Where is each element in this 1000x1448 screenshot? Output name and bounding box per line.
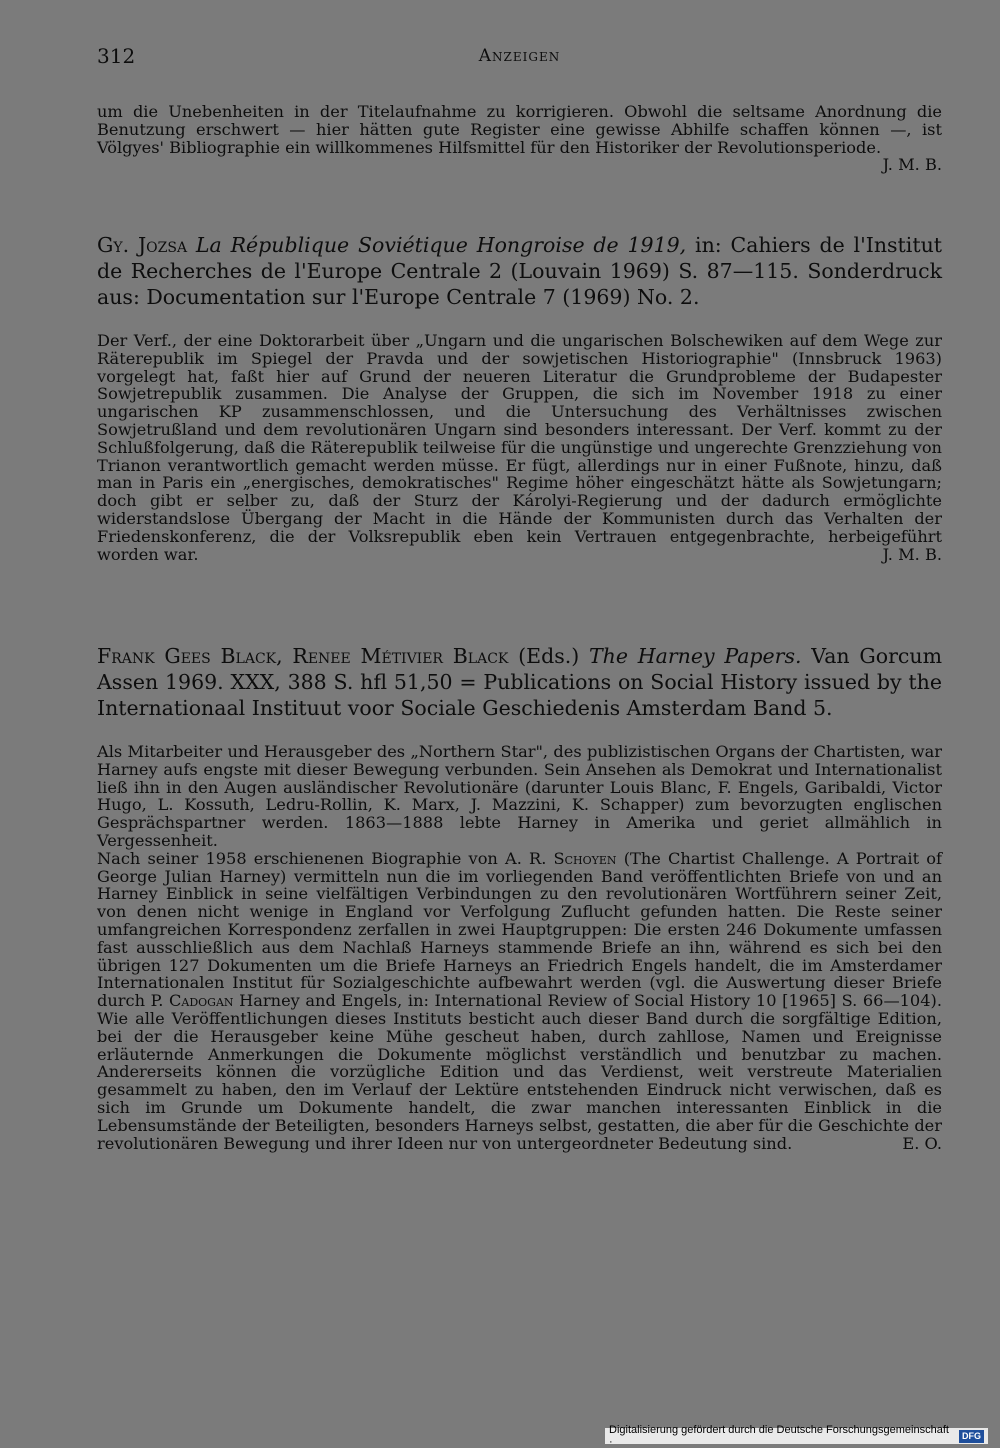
cited-author: A. R. Schoyen — [505, 848, 617, 868]
cited-author: P. Cadogan — [150, 991, 234, 1011]
review-continuation-text: um die Unebenheiten in der Titelaufnahme zu korrigieren. Obwohl die seltsame Anordnung die Benutzung erschwert — hier hätten gute Register eine gewisse Abhilfe schaffen können —, ist Völgyes' Bibliographie ein willkommenes Hilfsmittel für den Historiker der Revolutionsperiode. — [97, 102, 942, 157]
review-continuation — [97, 103, 942, 174]
reviewer-signature: J. M. B. — [882, 155, 942, 175]
review-text: Harney and Engels, in: International Review of Social History 10 [1965] S. 66—104). Wie alle Veröffentlichungen dieses Instituts besticht auch dieser Band durch die sorgfältige Edition, bei der die Herausgeber keine Mühe gescheut haben, durch zahllose, Namen und Ereignisse erläuternde Anmerkungen die Dokumente möglichst verständlich und benutzbar zu machen. Andererseits können die vorzügliche Edition und das Verdienst, weit verstreute Materialien gesammelt zu haben, den im Verlauf der Lektüre entstehenden Eindruck nicht verwischen, daß es sich im Grunde um Dokumente handelt, die zwar manchen interessanten Einblick in die Lebensumstände der Beteiligten, besonders Harneys selbst, gestatten, die aber für die Geschichte der revolutionären Bewegung und ihrer Ideen nur von untergeordneter Bedeutung sind. — [97, 991, 942, 1153]
entry-bibliographic-details: in: Cahiers de l'Institut de Recherches de l'Europe Centrale 2 (Louvain 1969) S. 87—115. Sonderdruck aus: Documentation sur l'Europe Centrale 7 (1969) No. 2. — [97, 233, 943, 309]
entry-title: The Harney Papers. — [589, 644, 802, 668]
dfg-logo-icon: DFG — [959, 1430, 984, 1443]
review-text: (The Chartist Challenge. A Portrait of George Julian Harney) vermitteln nun die im vorliegenden Band veröffentlichten Briefe von und an Harney Einblick in seine vielfältigen Verbindungen zu den revolutionären Wortführern seiner Zeit, von denen nicht wenige in England vor Verfolgung Zuflucht gefunden hatten. Die Reste seiner umfangreichen Korrespondenz zerfallen in zwei Hauptgruppen: Die ersten 246 Dokumente umfassen fast ausschließlich aus dem Nachlaß Harneys stammende Briefe an ihn, während es sich bei den übrigen 127 Dokumenten um die Briefe Harneys an Friedrich Engels handelt, die im Amsterdamer Internationalen Institut für Sozialgeschichte aufbewahrt werden (vgl. die Auswertung dieser Briefe durch — [97, 848, 942, 1011]
reviewer-signature: E. O. — [902, 1133, 942, 1153]
review-paragraph — [97, 850, 942, 1153]
entry-title: La République Soviétique Hongroise de 1919, — [195, 233, 687, 257]
footer-text: Digitalisierung gefördert durch die Deutsche Forschungsgemeinschaft · — [609, 1424, 949, 1448]
reviewer-signature: J. M. B. — [882, 544, 942, 564]
running-head: Anzeigen — [478, 46, 561, 66]
review-text: Nach seiner 1958 erschienenen Biographie von — [97, 848, 506, 868]
entry-heading — [97, 643, 942, 721]
entry-author: Gy. Jozsa — [97, 233, 188, 257]
review-body — [97, 332, 942, 563]
review-text: Der Verf., der eine Doktorarbeit über „Ungarn und die ungarischen Bolschewiken auf dem Wege zur Räterepublik im Spiegel der Pravda und der sowjetischen Historiographie" (Innsbruck 1963) vorgelegt hat, faßt hier auf Grund der neueren Literatur die Grundprobleme der Budapester Sowjetrepublik zusammen. Die Analyse der Gruppen, die sich im November 1918 zu einer ungarischen KP zusammenschlossen, und die Untersuchung des Verhältnisses zwischen Sowjetrußland und dem revolutionären Ungarn sind besonders interessant. Der Verf. kommt zu der Schlußfolgerung, daß die Räterepublik teilweise für die ungünstige und ungerechte Grenzziehung von Trianon verantwortlich gemacht werden müsse. Er fügt, allerdings nur in einer Fußnote, hinzu, daß man in Paris ein „energisches, demokratisches" Regime höher eingeschätzt hätte als Sowjetungarn; doch gibt er selber zu, daß der Sturz der Károlyi-Regierung und der dadurch ermöglichte widerstandslose Übergang der Macht in die Hände der Kommunisten durch das Verhalten der Friedenskonferenz, die der Volksrepublik eben kein Vertrauen entgegenbrachte, herbeigeführt worden war. — [97, 331, 942, 564]
page-header — [97, 44, 942, 74]
review-body — [97, 743, 942, 1152]
review-paragraph: Als Mitarbeiter und Herausgeber des „Northern Star", des publizistischen Organs der Chartisten, war Harney aufs engste mit dieser Bewegung verbunden. Sein Ansehen als Demokrat und Internationalist ließ ihn in den Augen ausländischer Revolutionäre (darunter Louis Blanc, F. Engels, Garibaldi, Victor Hugo, L. Kossuth, Ledru-Rollin, K. Marx, J. Mazzini, K. Schapper) zum bevorzugten englischen Gesprächspartner werden. 1863—1888 lebte Harney in Amerika und geriet allmählich in Vergessenheit. — [97, 742, 942, 850]
page-number: 312 — [97, 44, 136, 68]
entry-author: Frank Gees Black, Renee Métivier Black — [97, 644, 509, 668]
digitization-footer — [605, 1424, 988, 1448]
entry-editors-note: (Eds.) — [508, 644, 589, 668]
entry-bibliographic-details: Van Gorcum Assen 1969. XXX, 388 S. hfl 51,50 = Publications on Social History issued by the Internationaal Instituut voor Sociale Geschiedenis Amsterdam Band 5. — [97, 644, 943, 720]
entry-heading — [97, 232, 942, 310]
